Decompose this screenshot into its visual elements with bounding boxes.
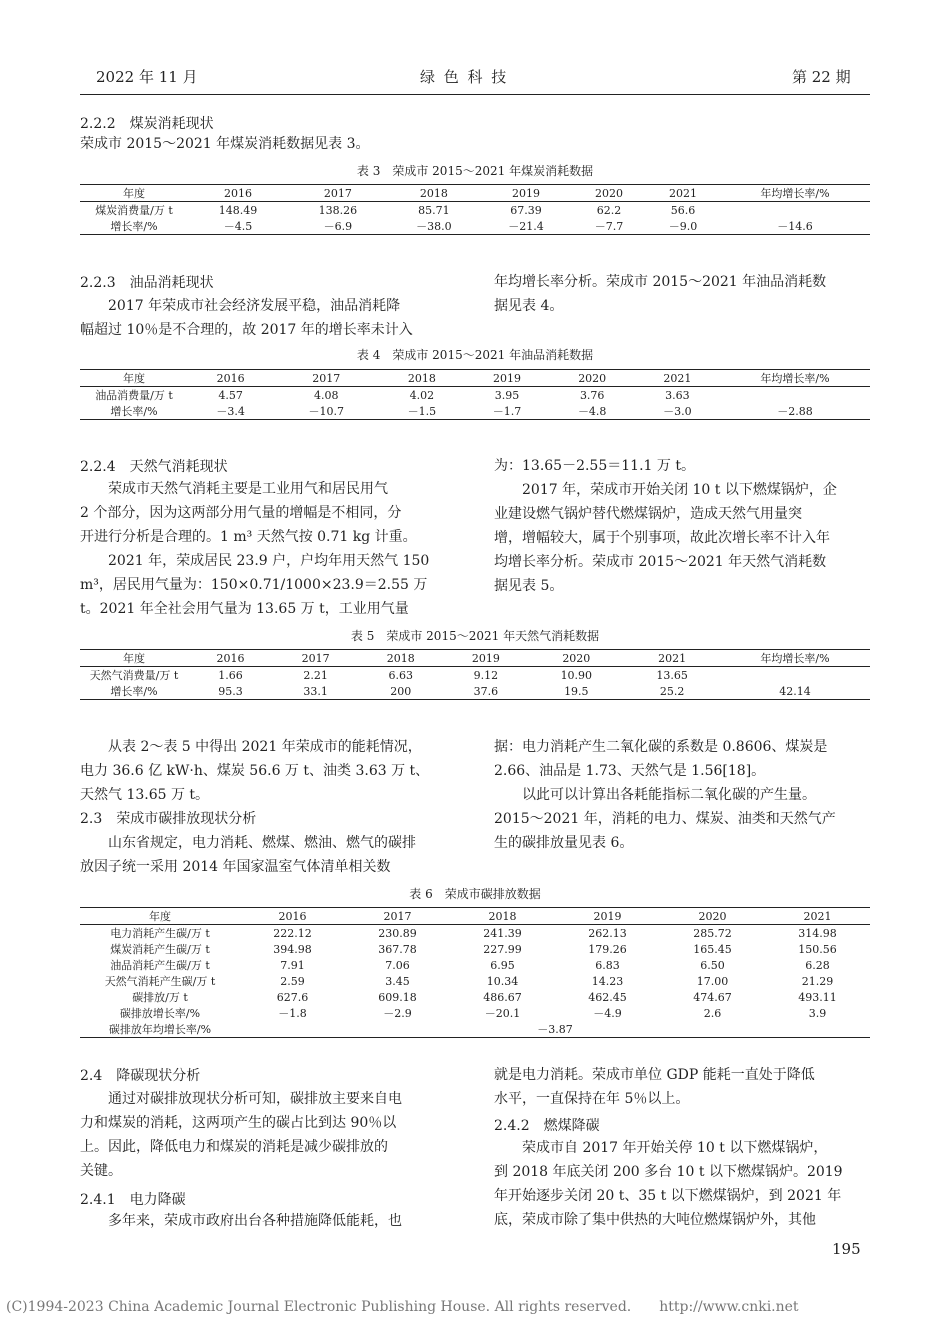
text-line: 电力 36.6 亿 kW·h、煤炭 56.6 万 t、油类 3.63 万 t、 (80, 763, 430, 779)
section-2-4-heading: 2.4 降碳现状分析 (80, 1068, 201, 1084)
table-cell: 2.6 (703, 1006, 722, 1020)
text-line: 2015～2021 年，消耗的电力、煤炭、油类和天然气产 (494, 811, 836, 827)
text-line: 天然气 13.65 万 t。 (80, 787, 210, 803)
column-header: 2019 (464, 370, 549, 387)
text-line: 开进行分析是合理的。1 m³ 天然气按 0.71 kg 计重。 (80, 529, 417, 545)
table-cell: －3.4 (216, 405, 245, 418)
column-header: 年度 (80, 908, 240, 925)
text-line: 年开始逐步关闭 20 t、35 t 以下燃煤锅炉，到 2021 年 (494, 1188, 842, 1204)
text-line: t。2021 年全社会用气量为 13.65 万 t，工业用气量 (80, 601, 409, 617)
text-line: 上。因此，降低电力和煤炭的消耗是减少碳排放的 (80, 1139, 388, 1155)
table-cell: 62.2 (596, 203, 622, 217)
column-header: 2021 (765, 908, 870, 925)
text-line: 据：电力消耗产生二氧化碳的系数是 0.8606、煤炭是 (494, 739, 828, 755)
section-2-2-4-right (494, 454, 837, 598)
table-cell: －14.6 (777, 220, 813, 233)
table-cell: －4.5 (223, 220, 253, 233)
table-row (80, 218, 870, 235)
table-row (80, 941, 870, 957)
text-line: 山东省规定，电力消耗、燃煤、燃油、燃气的碳排 (80, 835, 416, 851)
table-cell: 222.12 (273, 926, 312, 940)
column-header: 2018 (388, 185, 480, 202)
table-cell: 碳排放年均增长率/% (108, 1023, 212, 1036)
section-2-2-2-heading: 2.2.2 煤炭消耗现状 (80, 116, 214, 132)
text-line: 增，增幅较大，属于个别事项，故此次增长率不计入年 (494, 530, 830, 546)
text-line: 据见表 5。 (494, 578, 564, 594)
table-cell: 3.95 (494, 388, 520, 402)
table-cell: 增长率/% (110, 220, 158, 233)
column-header: 2017 (288, 185, 388, 202)
column-header: 2020 (572, 185, 646, 202)
table-cell: 4.08 (313, 388, 339, 402)
table-cell: 9.12 (473, 668, 499, 682)
table-cell: 7.06 (385, 958, 410, 972)
table-row (80, 1021, 870, 1038)
text-line: 到 2018 年底关闭 200 多台 10 t 以下燃煤锅炉。2019 (494, 1164, 843, 1180)
table-6-caption: 表 6 荣成市碳排放数据 (409, 887, 541, 901)
table-cell: 2.59 (280, 974, 305, 988)
table-cell: 2.21 (303, 668, 328, 682)
header-journal: 绿 色 科 技 (420, 68, 509, 86)
footer-copyright: (C)1994-2023 China Academic Journal Electronic Publishing House. All rights reserved. http://www.cnki.net (6, 1299, 799, 1315)
section-2-4-1-left (80, 1209, 402, 1233)
table-cell: 148.49 (218, 203, 258, 217)
table-cell: －2.88 (777, 405, 813, 418)
column-header: 年均增长率/% (720, 370, 870, 387)
column-header: 年度 (80, 185, 188, 202)
table-cell: 67.39 (510, 203, 542, 217)
column-header: 年均增长率/% (720, 650, 870, 667)
table-cell: －6.9 (323, 220, 353, 233)
table-cell: 609.18 (378, 990, 417, 1004)
table-cell: 95.3 (218, 684, 243, 698)
text-line: 据见表 4。 (494, 298, 564, 314)
section-2-4-1-heading: 2.4.1 电力降碳 (80, 1192, 186, 1208)
table-row (80, 989, 870, 1005)
table-cell: 285.72 (693, 926, 732, 940)
table-cell: 394.98 (273, 942, 312, 956)
section-2-2-4-left (80, 477, 429, 621)
table-cell: 油品消耗产生碳/万 t (110, 959, 210, 972)
table-cell: 227.99 (483, 942, 522, 956)
section-2-2-4-heading: 2.2.4 天然气消耗现状 (80, 459, 228, 475)
text-line: 年均增长率分析。荣成市 2015～2021 年油品消耗数 (494, 274, 827, 290)
page-number: 195 (832, 1240, 861, 1258)
section-2-3-intro (80, 735, 429, 807)
table-cell: 1.66 (218, 668, 243, 682)
table-6 (80, 907, 870, 1038)
text-line: 力和煤炭的消耗，这两项产生的碳占比到达 90％以 (80, 1115, 397, 1131)
column-header: 2018 (379, 370, 464, 387)
table-5 (80, 649, 870, 700)
table-5-caption: 表 5 荣成市 2015～2021 年天然气消耗数据 (350, 629, 600, 643)
column-header: 2018 (450, 908, 555, 925)
table-cell: 627.6 (276, 990, 309, 1004)
table-cell: 25.2 (659, 684, 685, 698)
table-cell: 21.29 (801, 974, 834, 988)
column-header: 2016 (188, 185, 288, 202)
table-cell: 电力消耗产生碳/万 t (110, 927, 210, 940)
table-row (80, 667, 870, 684)
table-cell: 13.65 (656, 668, 688, 682)
column-header: 2017 (273, 650, 358, 667)
text-line: 2021 年，荣成居民 23.9 户，户均年用天然气 150 (80, 553, 430, 569)
header-rule (80, 94, 870, 95)
text-line: 荣成市天然气消耗主要是工业用气和居民用气 (80, 481, 388, 497)
table-cell: 462.45 (588, 990, 627, 1004)
table-row (80, 387, 870, 404)
column-header: 2016 (188, 370, 273, 387)
table-row (80, 202, 870, 219)
column-header: 2020 (660, 908, 765, 925)
table-cell: 200 (390, 684, 412, 698)
table-cell: 天然气消费量/万 t (89, 669, 179, 682)
text-line: 2017 年，荣成市开始关闭 10 t 以下燃煤锅炉，企 (494, 482, 837, 498)
text-line: 生的碳排放量见表 6。 (494, 835, 634, 851)
table-cell: －1.7 (492, 405, 522, 418)
table-cell: 85.71 (418, 203, 450, 217)
table-cell: 天然气消耗产生碳/万 t (104, 975, 216, 988)
table-cell: －10.7 (308, 405, 344, 418)
header-issue: 第 22 期 (792, 68, 851, 86)
section-2-3-right (494, 735, 836, 855)
table-cell: 3.45 (385, 974, 410, 988)
table-cell: 165.45 (693, 942, 732, 956)
column-header: 2016 (188, 650, 273, 667)
table-cell: 4.57 (218, 388, 243, 402)
header-date: 2022 年 11 月 (96, 68, 198, 86)
section-2-4-2-right (494, 1136, 843, 1232)
table-cell: 37.6 (473, 684, 499, 698)
section-2-2-3-heading: 2.2.3 油品消耗现状 (80, 275, 214, 291)
text-line: 均增长率分析。荣成市 2015～2021 年天然气消耗数 (494, 554, 827, 570)
table-cell: －7.7 (594, 220, 624, 233)
table-cell: 367.78 (378, 942, 417, 956)
column-header: 年度 (80, 650, 188, 667)
table-cell: 314.98 (798, 926, 837, 940)
table-cell: 6.95 (490, 958, 515, 972)
table-cell: 6.83 (595, 958, 620, 972)
table-cell: 6.50 (700, 958, 725, 972)
table-cell: 油品消费量/万 t (95, 389, 173, 402)
table-cell: 493.11 (798, 990, 837, 1004)
table-row (80, 403, 870, 420)
table-row (80, 957, 870, 973)
table-cell: 14.23 (591, 974, 624, 988)
table-4 (80, 369, 870, 420)
section-2-2-3-left (80, 294, 413, 342)
text-line: 2.66、油品是 1.73、天然气是 1.56[18]。 (494, 763, 766, 779)
table-cell: 17.00 (696, 974, 729, 988)
table-cell: 262.13 (588, 926, 627, 940)
table-cell: －3.87 (537, 1023, 573, 1036)
column-header: 2019 (555, 908, 660, 925)
table-cell: 6.28 (805, 958, 830, 972)
section-2-4-2-heading: 2.4.2 燃煤降碳 (494, 1118, 600, 1134)
text-line: 就是电力消耗。荣成市单位 GDP 能耗一直处于降低 (494, 1067, 815, 1083)
table-cell (720, 387, 870, 404)
table-cell: －38.0 (416, 220, 452, 233)
section-2-4-left (80, 1087, 402, 1183)
text-line: 放因子统一采用 2014 年国家温室气体清单相关数 (80, 859, 391, 875)
table-row (80, 683, 870, 700)
text-line: 水平，一直保持在年 5％以上。 (494, 1091, 690, 1107)
column-header: 2017 (273, 370, 379, 387)
text-line: 为：13.65－2.55＝11.1 万 t。 (494, 458, 695, 474)
text-line: 2017 年荣成市社会经济发展平稳，油品消耗降 (80, 298, 401, 314)
column-header: 2021 (635, 370, 720, 387)
table-cell: －1.8 (278, 1007, 307, 1020)
table-cell: 煤炭消费量/万 t (95, 204, 173, 217)
text-line: 底，荣成市除了集中供热的大吨位燃煤锅炉外，其他 (494, 1212, 816, 1228)
table-row (80, 1005, 870, 1021)
table-cell: 3.76 (579, 388, 605, 402)
column-header: 2021 (624, 650, 720, 667)
table-cell: 增长率/% (110, 405, 158, 418)
table-cell: 增长率/% (110, 685, 158, 698)
table-cell: －1.5 (407, 405, 437, 418)
table-row (80, 973, 870, 989)
table-cell: 碳排放增长率/% (119, 1007, 201, 1020)
table-cell: 56.6 (670, 203, 696, 217)
text-line: 多年来，荣成市政府出台各种措施降低能耗，也 (80, 1213, 402, 1229)
text-line: 从表 2～表 5 中得出 2021 年荣成市的能耗情况， (80, 739, 422, 755)
column-header: 2016 (240, 908, 345, 925)
table-cell: 138.26 (318, 203, 358, 217)
table-row (80, 925, 870, 942)
table-cell: 241.39 (483, 926, 522, 940)
text-line: 业建设燃气锅炉替代燃煤锅炉，造成天然气用量突 (494, 506, 802, 522)
column-header: 年度 (80, 370, 188, 387)
table-cell: 474.67 (693, 990, 732, 1004)
section-2-3-left (80, 831, 416, 879)
text-line: 以此可以计算出各耗能指标二氧化碳的产生量。 (494, 787, 816, 803)
table-cell: －2.9 (383, 1007, 412, 1020)
table-cell: 3.9 (808, 1006, 827, 1020)
table-cell: 煤炭消耗产生碳/万 t (110, 943, 210, 956)
table-cell: 42.14 (779, 684, 811, 698)
section-2-3-heading: 2.3 荣成市碳排放现状分析 (80, 811, 257, 827)
table-cell: －4.9 (593, 1007, 622, 1020)
table-cell: －9.0 (668, 220, 698, 233)
table-cell: 150.56 (798, 942, 837, 956)
table-cell (720, 667, 870, 684)
table-cell: 7.91 (280, 958, 305, 972)
table-3-caption: 表 3 荣成市 2015～2021 年煤炭消耗数据 (356, 164, 594, 178)
column-header: 2019 (480, 185, 572, 202)
table-cell: －21.4 (508, 220, 544, 233)
table-cell: 179.26 (588, 942, 627, 956)
table-cell (720, 202, 870, 219)
text-line: 2 个部分，因为这两部分用气量的增幅是不相同，分 (80, 505, 402, 521)
column-header: 2018 (358, 650, 443, 667)
section-2-2-3-right (494, 270, 826, 318)
text-line: 幅超过 10％是不合理的，故 2017 年的增长率未计入 (80, 322, 413, 338)
table-4-caption: 表 4 荣成市 2015～2021 年油品消耗数据 (356, 348, 594, 362)
section-2-4-right (494, 1063, 815, 1111)
text-line: 关键。 (80, 1163, 122, 1179)
table-cell: －3.0 (663, 405, 692, 418)
table-cell: 19.5 (564, 684, 589, 698)
text-line: 通过对碳排放现状分析可知，碳排放主要来自电 (80, 1091, 402, 1107)
text-line: m³，居民用气量为：150×0.71/1000×23.9＝2.55 万 (80, 577, 428, 593)
column-header: 2017 (345, 908, 450, 925)
table-cell: 230.89 (378, 926, 417, 940)
table-cell: －20.1 (484, 1007, 521, 1020)
column-header: 2019 (443, 650, 528, 667)
column-header: 2020 (550, 370, 635, 387)
table-cell: 33.1 (303, 684, 328, 698)
text-line: 荣成市自 2017 年开始关停 10 t 以下燃煤锅炉， (494, 1140, 828, 1156)
table-cell: 10.34 (486, 974, 519, 988)
column-header: 年均增长率/% (720, 185, 870, 202)
table-cell: 碳排放/万 t (132, 991, 188, 1004)
table-cell: －4.8 (577, 405, 607, 418)
table-cell: 10.90 (560, 668, 593, 682)
column-header: 2021 (646, 185, 720, 202)
table-cell: 4.02 (409, 388, 435, 402)
section-2-2-2-text: 荣成市 2015～2021 年煤炭消耗数据见表 3。 (80, 136, 370, 152)
column-header: 2020 (528, 650, 624, 667)
table-3 (80, 184, 870, 235)
table-cell: 3.63 (665, 388, 690, 402)
table-cell: 486.67 (483, 990, 522, 1004)
table-cell: 6.63 (388, 668, 414, 682)
